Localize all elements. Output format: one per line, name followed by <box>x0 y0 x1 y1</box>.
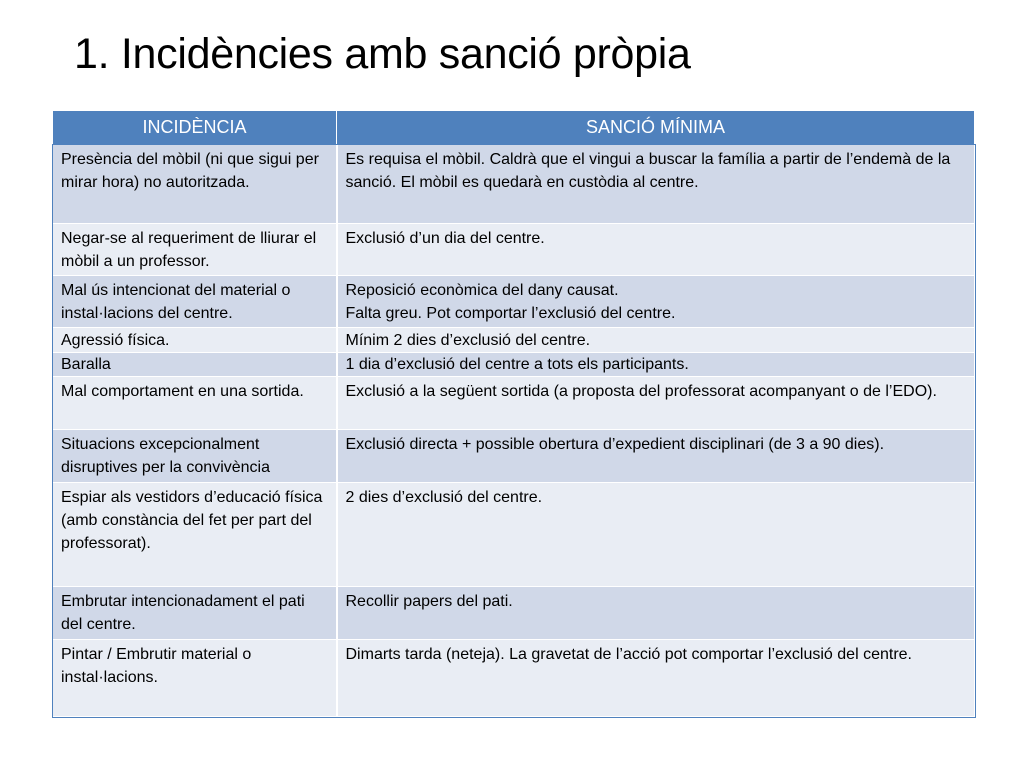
table-row <box>53 276 975 328</box>
sancio-cell: 1 dia d’exclusió del centre a tots els participants. <box>337 353 975 377</box>
sancio-cell: 2 dies d’exclusió del centre. <box>337 483 975 587</box>
sancio-cell: Exclusió directa + possible obertura d’expedient disciplinari (de 3 a 90 dies). <box>337 430 975 483</box>
table-row <box>53 483 975 587</box>
incidencia-cell: Mal ús intencionat del material o instal·lacions del centre. <box>53 276 337 328</box>
sancio-cell: Es requisa el mòbil. Caldrà que el vingui a buscar la família a partir de l’endemà de la sanció. El mòbil es quedarà en custòdia al centre. <box>337 145 975 224</box>
incidencia-cell: Presència del mòbil (ni que sigui per mirar hora) no autoritzada. <box>53 145 337 224</box>
incidencia-cell: Mal comportament en una sortida. <box>53 377 337 430</box>
page-title: 1. Incidències amb sanció pròpia <box>74 30 691 78</box>
table-row <box>53 224 975 276</box>
incidencia-cell: Embrutar intencionadament el pati del centre. <box>53 587 337 640</box>
sancio-cell: Dimarts tarda (neteja). La gravetat de l’acció pot comportar l’exclusió del centre. <box>337 640 975 717</box>
table-row <box>53 145 975 224</box>
sancio-cell: Exclusió d’un dia del centre. <box>337 224 975 276</box>
sancio-cell: Mínim 2 dies d’exclusió del centre. <box>337 328 975 353</box>
table-row <box>53 353 975 377</box>
incidencia-cell: Pintar / Embrutir material o instal·lacions. <box>53 640 337 717</box>
incidencia-cell: Agressió física. <box>53 328 337 353</box>
table-row <box>53 430 975 483</box>
sancio-cell: Reposició econòmica del dany causat. Falta greu. Pot comportar l’exclusió del centre. <box>337 276 975 328</box>
incidencia-cell: Baralla <box>53 353 337 377</box>
column-header-sancio: SANCIÓ MÍNIMA <box>337 111 975 145</box>
sancio-cell: Recollir papers del pati. <box>337 587 975 640</box>
table-header-row <box>53 111 975 145</box>
incidencia-cell: Espiar als vestidors d’educació física (amb constància del fet per part del professorat). <box>53 483 337 587</box>
table-row <box>53 328 975 353</box>
table-row <box>53 640 975 717</box>
sancio-cell: Exclusió a la següent sortida (a proposta del professorat acompanyant o de l’EDO). <box>337 377 975 430</box>
incidencia-cell: Negar-se al requeriment de lliurar el mòbil a un professor. <box>53 224 337 276</box>
sanctions-table <box>52 110 975 717</box>
table-row <box>53 377 975 430</box>
column-header-incidencia: INCIDÈNCIA <box>53 111 337 145</box>
table-row <box>53 587 975 640</box>
incidencia-cell: Situacions excepcionalment disruptives per la convivència <box>53 430 337 483</box>
